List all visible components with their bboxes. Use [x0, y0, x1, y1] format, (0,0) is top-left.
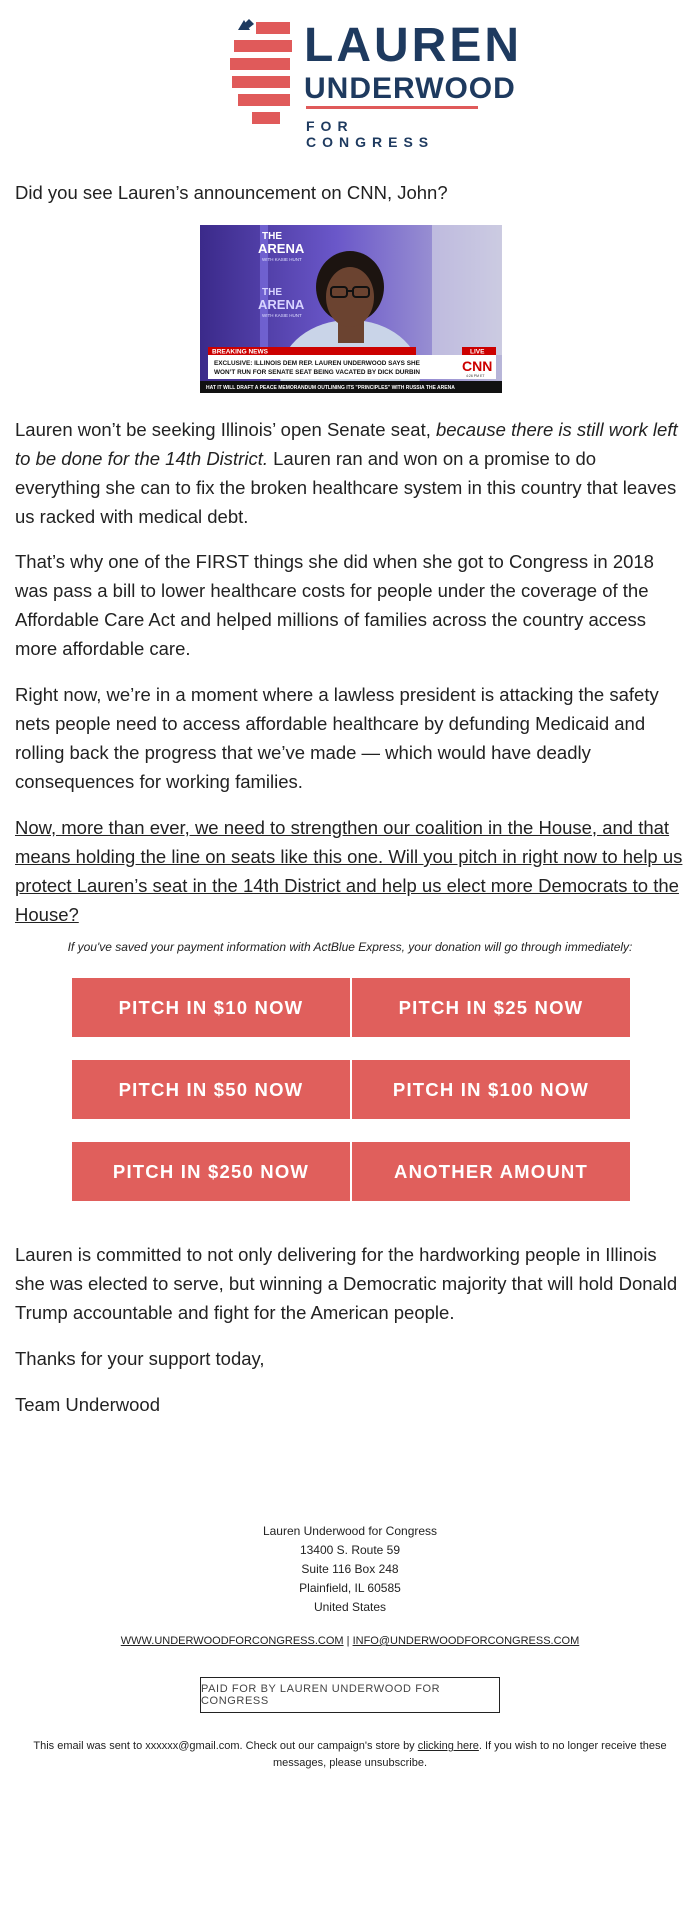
- paragraph-5: Lauren is committed to not only delivering for the hardworking people in Illinois she was elected to serve, but winning a Democratic majority that will hold Donald Trump accountable and fight for the American people.: [15, 1244, 678, 1323]
- p1-end: Lauren ran and won on a promise to do everything she can to fix the broken healthcare system in this country that leaves us racked with medical debt.: [15, 448, 677, 527]
- pitch-in-250-button[interactable]: PITCH IN $250 NOW: [72, 1142, 350, 1201]
- signoff: Team Underwood: [15, 1394, 160, 1415]
- paragraph-2: That’s why one of the FIRST things she did when she got to Congress in 2018 was pass a bill to lower healthcare costs for people under the coverage of the Affordable Care Act and helped millions of families across the country access more affordable care.: [15, 551, 654, 659]
- mailing-address: [0, 1522, 700, 1617]
- paid-for-disclaimer: PAID FOR BY LAUREN UNDERWOOD FOR CONGRESS: [200, 1677, 500, 1713]
- street-address: 13400 S. Route 59: [299, 1543, 401, 1557]
- unsubscribe-notice: [30, 1738, 670, 1772]
- email-link[interactable]: INFO@UNDERWOODFORCONGRESS.COM: [352, 1635, 580, 1647]
- arena-host-1: WITH KASIE HUNT: [262, 257, 302, 262]
- actblue-express-note: If you've saved your payment information with ActBlue Express, your donation will go through immediately:: [67, 940, 633, 954]
- logo-last-name: UNDERWOOD: [304, 72, 516, 105]
- donate-link-text[interactable]: Now, more than ever, we need to strengthen our coalition in the House, and that means holding the line on seats like this one. Will you pitch in right now to help us protect Lauren’s seat in the 14th District and help us elect more Democrats to the House?: [15, 817, 683, 925]
- website-link[interactable]: WWW.UNDERWOODFORCONGRESS.COM: [120, 1635, 344, 1647]
- cnn-logo: CNN: [462, 358, 493, 374]
- p1-emphasis: because there is still work left to be done for the 14th District.: [15, 419, 678, 469]
- headline-line-1: EXCLUSIVE: ILLINOIS DEM REP. LAUREN UNDERWOOD SAYS SHE: [214, 360, 420, 367]
- fine-print-start: This email was sent to xxxxxx@gmail.com. Check out our campaign's store by: [33, 1740, 418, 1752]
- logo-tagline: FOR CONGRESS: [306, 118, 435, 150]
- store-link[interactable]: clicking here: [417, 1740, 479, 1752]
- greeting: Did you see Lauren’s announcement on CNN, John?: [15, 182, 448, 203]
- country: United States: [313, 1600, 387, 1614]
- pitch-in-100-button[interactable]: PITCH IN $100 NOW: [352, 1060, 630, 1119]
- pitch-in-25-button[interactable]: PITCH IN $25 NOW: [352, 978, 630, 1037]
- illinois-flag-icon: [226, 16, 306, 136]
- p1-start: Lauren won’t be seeking Illinois’ open Senate seat,: [15, 419, 436, 440]
- arena-logo-1: THE: [262, 231, 282, 242]
- breaking-news-label: BREAKING NEWS: [212, 348, 268, 356]
- arena-logo-4: ARENA: [258, 297, 305, 312]
- city-state-zip: Plainfield, IL 60585: [299, 1581, 401, 1595]
- footer-links: [0, 1632, 700, 1651]
- fine-print-end: . If you wish to no longer receive these messages, please unsubscribe.: [272, 1740, 667, 1769]
- org-name: Lauren Underwood for Congress: [262, 1524, 438, 1538]
- thanks-line: Thanks for your support today,: [15, 1348, 265, 1369]
- arena-host-2: WITH KASIE HUNT: [262, 313, 302, 318]
- campaign-logo: [226, 16, 522, 150]
- logo-wordmark: [304, 19, 522, 105]
- link-separator: |: [346, 1635, 350, 1647]
- paragraph-4-donate-link[interactable]: [15, 813, 685, 929]
- logo-first-name: LAUREN: [304, 19, 522, 72]
- live-label: LIVE: [470, 348, 485, 356]
- news-ticker: HAT IT WILL DRAFT A PEACE MEMORANDUM OUTLINING ITS "PRINCIPLES" WITH RUSSIA THE ARENA: [206, 385, 455, 391]
- arena-logo-3: THE: [262, 287, 282, 298]
- broadcast-time: 4:26 PM ET: [466, 374, 485, 378]
- pitch-in-50-button[interactable]: PITCH IN $50 NOW: [72, 1060, 350, 1119]
- logo-divider: [306, 106, 478, 109]
- suite-address: Suite 116 Box 248: [301, 1562, 399, 1576]
- another-amount-button[interactable]: ANOTHER AMOUNT: [352, 1142, 630, 1201]
- pitch-in-10-button[interactable]: PITCH IN $10 NOW: [72, 978, 350, 1037]
- paragraph-3: Right now, we’re in a moment where a lawless president is attacking the safety nets people need to access affordable healthcare by defunding Medicaid and rolling back the progress that we’ve made — which would have deadly consequences for working families.: [15, 684, 659, 792]
- headline-line-2: WON’T RUN FOR SENATE SEAT BEING VACATED BY DICK DURBIN: [214, 369, 421, 376]
- arena-logo-2: ARENA: [258, 241, 305, 256]
- paragraph-1: [15, 415, 685, 531]
- cnn-screenshot[interactable]: [200, 225, 502, 393]
